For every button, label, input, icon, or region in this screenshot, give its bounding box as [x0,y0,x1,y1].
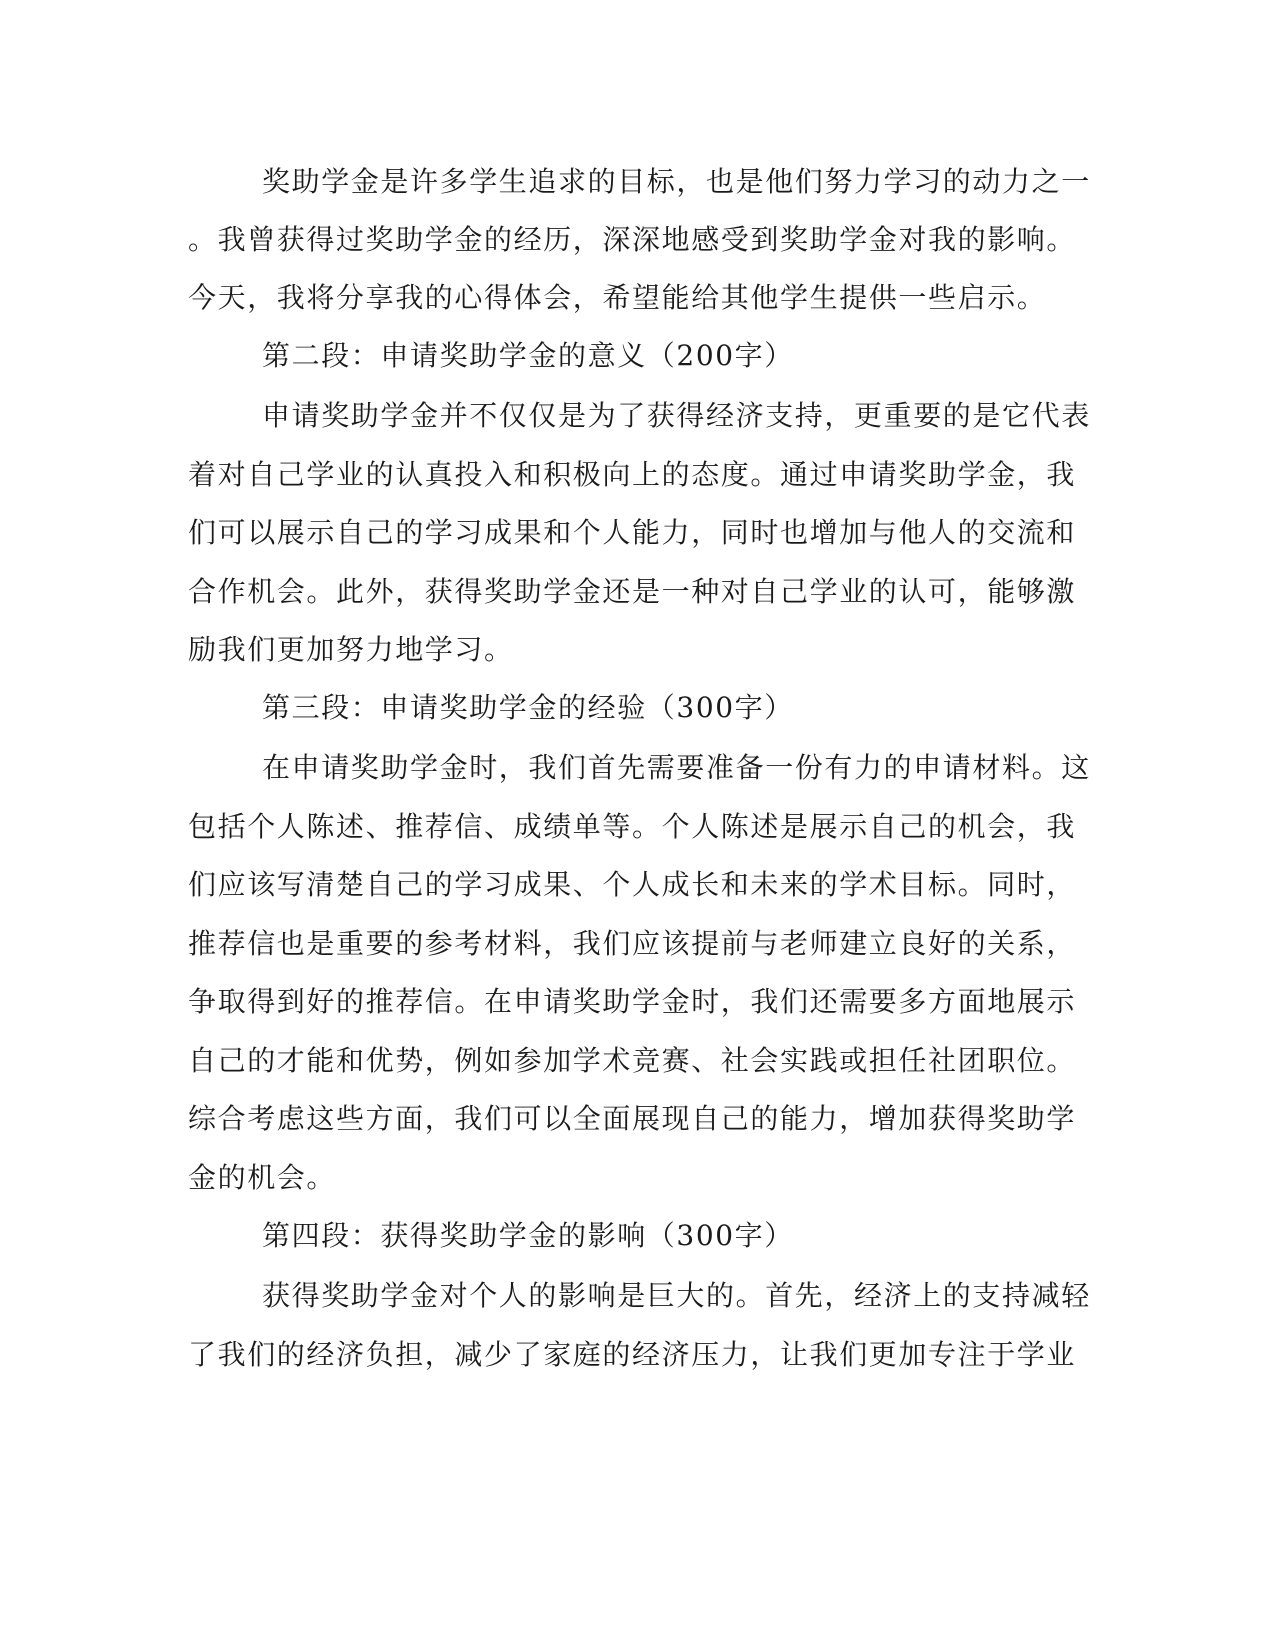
paragraph-3-line-4: 推荐信也是重要的参考材料，我们应该提前与老师建立良好的关系， [188,927,1077,960]
paragraph-3-line-8: 金的机会。 [188,1161,337,1194]
paragraph-3-line-7: 综合考虑这些方面，我们可以全面展现自己的能力，增加获得奖助学 [188,1102,1077,1135]
section-heading-2: 第二段：申请奖助学金的意义（200字） [262,339,794,372]
paragraph-2-line-5: 励我们更加努力地学习。 [188,633,514,666]
paragraph-2-line-1: 申请奖助学金并不仅仅是为了获得经济支持，更重要的是它代表 [262,399,1091,432]
paragraph-3-line-6: 自己的才能和优势，例如参加学术竞赛、社会实践或担任社团职位。 [188,1044,1077,1077]
paragraph-3-line-1: 在申请奖助学金时，我们首先需要准备一份有力的申请材料。这 [262,751,1091,784]
paragraph-1-line-3: 今天，我将分享我的心得体会，希望能给其他学生提供一些启示。 [188,281,1047,314]
paragraph-2-line-4: 合作机会。此外，获得奖助学金还是一种对自己学业的认可，能够激 [188,575,1077,608]
section-heading-4: 第四段：获得奖助学金的影响（300字） [262,1219,794,1252]
paragraph-2-line-3: 们可以展示自己的学习成果和个人能力，同时也增加与他人的交流和 [188,516,1077,549]
paragraph-3-line-3: 们应该写清楚自己的学习成果、个人成长和未来的学术目标。同时， [188,868,1077,901]
section-heading-3: 第三段：申请奖助学金的经验（300字） [262,691,794,724]
paragraph-4-line-2: 了我们的经济负担，减少了家庭的经济压力，让我们更加专注于学业 [188,1338,1077,1371]
paragraph-2-line-2: 着对自己学业的认真投入和积极向上的态度。通过申请奖助学金，我 [188,458,1077,491]
paragraph-3-line-2: 包括个人陈述、推荐信、成绩单等。个人陈述是展示自己的机会，我 [188,810,1077,843]
paragraph-3-line-5: 争取得到好的推荐信。在申请奖助学金时，我们还需要多方面地展示 [188,985,1077,1018]
paragraph-1-line-2: 。我曾获得过奖助学金的经历，深深地感受到奖助学金对我的影响。 [188,223,1077,256]
paragraph-1-line-1: 奖助学金是许多学生追求的目标，也是他们努力学习的动力之一 [262,165,1091,198]
paragraph-4-line-1: 获得奖助学金对个人的影响是巨大的。首先，经济上的支持减轻 [262,1279,1091,1312]
